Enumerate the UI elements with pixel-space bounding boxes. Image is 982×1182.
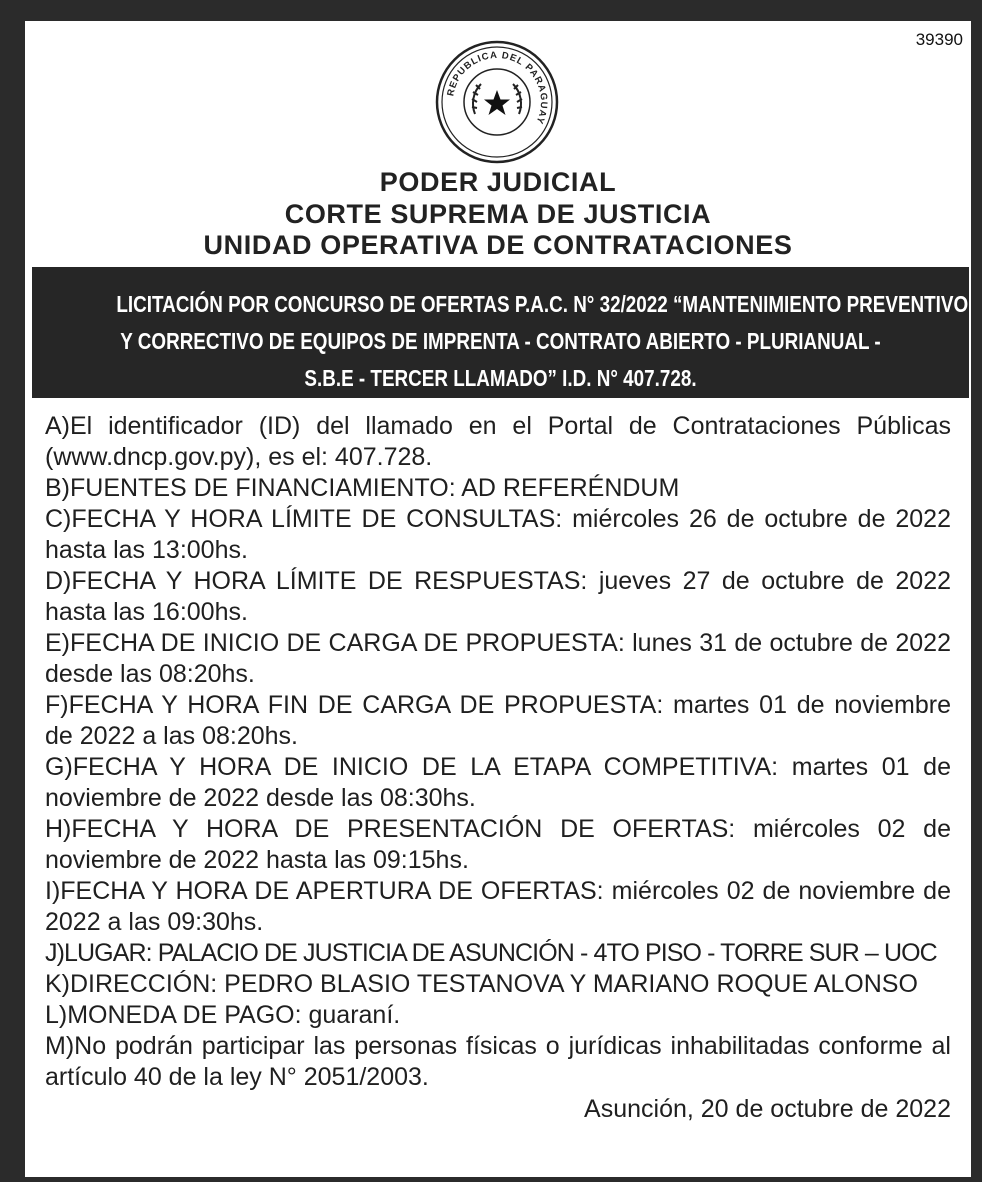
item-h: H)FECHA Y HORA DE PRESENTACIÓN DE OFERTAS: miércoles 02 de noviembre de 2022 hasta las 09:15hs. — [45, 815, 951, 874]
notice-body — [25, 21, 971, 1177]
item-c: C)FECHA Y HORA LÍMITE DE CONSULTAS: miércoles 26 de octubre de 2022 hasta las 13:00hs. — [45, 505, 951, 564]
item-g: G)FECHA Y HORA DE INICIO DE LA ETAPA COMPETITIVA: martes 01 de noviembre de 2022 desde las 08:30hs. — [45, 753, 951, 812]
item-i: I)FECHA Y HORA DE APERTURA DE OFERTAS: miércoles 02 de noviembre de 2022 a las 09:30hs. — [45, 877, 951, 936]
national-seal-star-icon — [435, 40, 559, 164]
reference-number: 39390 — [915, 30, 963, 49]
item-d: D)FECHA Y HORA LÍMITE DE RESPUESTAS: jueves 27 de octubre de 2022 hasta las 16:00hs. — [45, 567, 951, 626]
seal-text: REPUBLICA DEL PARAGUAY — [445, 49, 550, 127]
item-e: E)FECHA DE INICIO DE CARGA DE PROPUESTA: lunes 31 de octubre de 2022 desde las 08:20hs. — [45, 629, 951, 688]
notice-items — [45, 411, 951, 1125]
item-k: K)DIRECCIÓN: PEDRO BLASIO TESTANOVA Y MARIANO ROQUE ALONSO — [45, 970, 918, 998]
item-b: B)FUENTES DE FINANCIAMIENTO: AD REFERÉNDUM — [45, 474, 680, 502]
header-line-1: PODER JUDICIAL — [379, 167, 617, 197]
item-j: J)LUGAR: PALACIO DE JUSTICIA DE ASUNCIÓN - 4TO PISO - TORRE SUR – UOC — [45, 939, 937, 967]
item-l: L)MONEDA DE PAGO: guaraní. — [45, 1001, 401, 1029]
banner-line-2: Y CORRECTIVO DE EQUIPOS DE IMPRENTA - CONTRATO ABIERTO - PLURIANUAL - — [120, 328, 881, 354]
item-m: M)No podrán participar las personas físicas o jurídicas inhabilitadas conforme al artículo 40 de la ley N° 2051/2003. — [45, 1032, 951, 1091]
item-f: F)FECHA Y HORA FIN DE CARGA DE PROPUESTA: martes 01 de noviembre de 2022 a las 08:20hs. — [45, 691, 951, 750]
tender-title-banner — [32, 267, 969, 398]
item-a: A)El identificador (ID) del llamado en el Portal de Contrataciones Públicas (www.dncp.gov.py), es el: 407.728. — [45, 412, 951, 471]
header-line-2: CORTE SUPREMA DE JUSTICIA — [284, 199, 712, 229]
banner-line-3: S.B.E - TERCER LLAMADO” I.D. N° 407.728. — [304, 365, 697, 391]
header-line-3: UNIDAD OPERATIVA DE CONTRATACIONES — [203, 230, 793, 260]
closing-date: Asunción, 20 de octubre de 2022 — [584, 1095, 951, 1123]
banner-line-1: LICITACIÓN POR CONCURSO DE OFERTAS P.A.C. N° 32/2022 “MANTENIMIENTO PREVENTIVO — [116, 291, 969, 317]
